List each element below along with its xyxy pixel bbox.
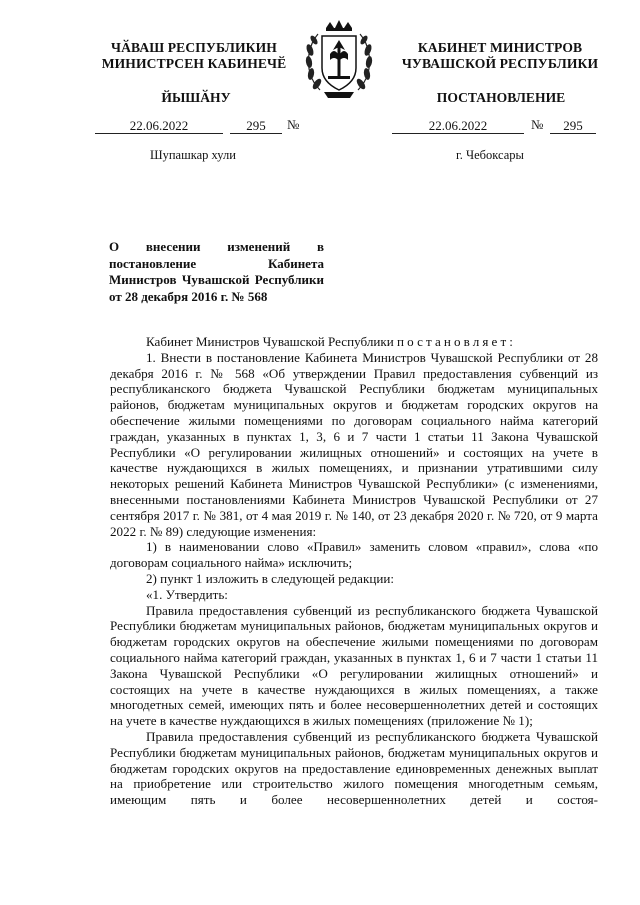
intro-text: Кабинет Министров Чувашской Республики — [146, 334, 398, 349]
right-number: 295 — [550, 118, 596, 134]
left-date: 22.06.2022 — [95, 118, 223, 134]
header-left-line1: ЧӐВАШ РЕСПУБЛИКИН — [111, 40, 277, 55]
left-city: Шупашкар хули — [150, 148, 236, 162]
left-number: 295 — [230, 118, 282, 134]
body-intro — [110, 334, 598, 350]
doc-type-right: ПОСТАНОВЛЕНИЕ — [436, 90, 566, 105]
body-paragraph: 2) пункт 1 изложить в следующей редакции: — [146, 570, 394, 586]
doc-type-left: ЙЫШӐНУ — [161, 90, 231, 105]
right-number-sign: № — [531, 117, 544, 132]
document-subject: О внесении изменений в постановление Кабинета Министров Чувашской Республики от 28 декабря 2016 г. № 568 — [109, 239, 324, 304]
header-right-line2: ЧУВАШСКОЙ РЕСПУБЛИКИ — [401, 56, 599, 71]
header-left-org — [84, 40, 304, 72]
body-paragraph: «1. Утвердить: — [146, 586, 228, 602]
document-body — [110, 334, 598, 808]
right-city: г. Чебоксары — [456, 148, 524, 162]
header-right-org — [386, 40, 614, 72]
right-date: 22.06.2022 — [392, 118, 524, 134]
body-paragraph: Правила предоставления субвенций из республиканского бюджета Чувашской Республики бюджетам муниципальных районов, бюджетам муниципальных округов и бюджетам городских округов на обеспечение жилыми помещениями по договорам социального найма категорий граждан, указанных в пунктах 1, 6 и 7 части 1 статьи 11 Закона Чувашской Республики «О регулировании жилищных отношений» и состоящих на учете в качестве нуждающихся в жилых помещениях, а также многодетных семей, имеющих пять и более несовершеннолетних детей и состоящих на учете в качестве нуждающихся в жилых помещениях (приложение № 1); — [110, 602, 598, 729]
intro-verb: постановляет: — [397, 334, 517, 349]
header-left-line2: МИНИСТРСЕН КАБИНЕЧӖ — [101, 56, 287, 71]
chuvash-emblem-icon — [300, 20, 378, 100]
header-right-line1: КАБИНЕТ МИНИСТРОВ — [417, 40, 583, 55]
body-paragraph: Правила предоставления субвенций из республиканского бюджета Чувашской Республики бюджетам муниципальных районов, бюджетам муниципальных округов и бюджетам городских округов на предоставление единовременных денежных выплат на приобретение или строительство жилого помещения многодетным семьям, имеющим пять и более несовершеннолетних детей и состоя- — [110, 728, 598, 808]
body-paragraph: 1) в наименовании слово «Правил» заменить словом «правил», слова «по договорам социального найма» исключить; — [110, 539, 598, 571]
left-number-sign: № — [287, 117, 300, 132]
body-paragraph: 1. Внести в постановление Кабинета Министров Чувашской Республики от 28 декабря 2016 г. № 568 «Об утверждении Правил предоставления субвенций из республиканского бюджета Чувашской Республики бюджетам муниципальных районов, бюджетам муниципальных округов и бюджетам городских округов на обеспечение жилыми помещениями по договорам социального найма категорий граждан, указанных в пунктах 1, 3, 6 и 7 части 1 статьи 11 Закона Чувашской Республики «О регулировании жилищных отношений» и состоящих на учете в качестве нуждающихся в жилых помещениях, и признании утратившими силу некоторых решений Кабинета Министров Чувашской Республики» (с изменениями, внесенными постановлениями Кабинета Министров Чувашской Республики от 27 сентября 2017 г. № 381, от 4 мая 2019 г. № 140, от 23 декабря 2020 г. № 720, от 9 марта 2022 г. № 89) следующие изменения: — [110, 349, 598, 539]
